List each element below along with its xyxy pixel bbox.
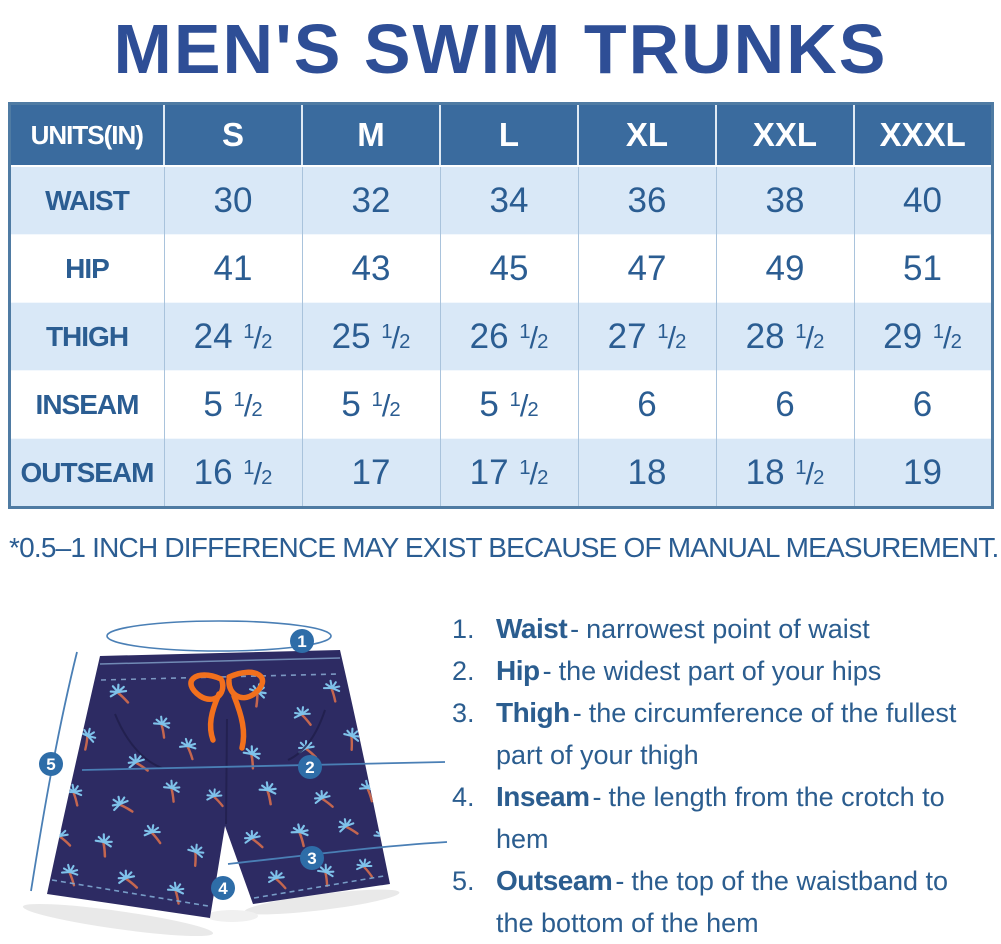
hip-value-xxxl: 51 bbox=[854, 235, 992, 303]
column-header-l: L bbox=[440, 104, 578, 167]
measurement-disclaimer: *0.5–1 INCH DIFFERENCE MAY EXIST BECAUSE OF MANUAL MEASUREMENT. bbox=[9, 532, 999, 563]
thigh-value-xxxl: 29 $^1$/2 bbox=[854, 303, 992, 371]
legend-separator: - bbox=[572, 698, 582, 728]
thigh-value-m: 25 $^1$/2 bbox=[302, 303, 440, 371]
legend-separator: - bbox=[542, 656, 552, 686]
inseam-value-xl: 6 bbox=[578, 371, 716, 439]
inseam-value-l: 5 $^1$/2 bbox=[440, 371, 578, 439]
hip-value-l: 45 bbox=[440, 235, 578, 303]
thigh-value-s: 24 $^1$/2 bbox=[164, 303, 302, 371]
inseam-value-xxxl: 6 bbox=[854, 371, 992, 439]
row-label-waist: WAIST bbox=[9, 166, 164, 235]
legend-separator: - bbox=[570, 614, 580, 644]
legend-description: the top of the waistband to the bottom of the hem bbox=[496, 866, 949, 938]
column-header-xl: XL bbox=[578, 104, 716, 167]
badge-2-hip bbox=[298, 755, 322, 779]
table-row-inseam bbox=[9, 371, 992, 439]
legend-term: Thigh bbox=[496, 697, 570, 728]
legend-description: narrowest point of waist bbox=[586, 614, 870, 644]
waist-value-s: 30 bbox=[164, 166, 302, 235]
badge-5-number: 5 bbox=[46, 755, 56, 774]
legend-marker: 5. bbox=[452, 866, 475, 896]
legend-item-hip bbox=[452, 650, 998, 692]
thigh-value-xl: 27 $^1$/2 bbox=[578, 303, 716, 371]
thigh-value-xxl: 28 $^1$/2 bbox=[716, 303, 854, 371]
column-header-s: S bbox=[164, 104, 302, 167]
badge-4-number: 4 bbox=[218, 879, 228, 898]
waist-value-l: 34 bbox=[440, 166, 578, 235]
size-chart-header-row bbox=[9, 104, 992, 167]
legend-term: Inseam bbox=[496, 781, 590, 812]
table-row-thigh bbox=[9, 303, 992, 371]
legend-marker: 2. bbox=[452, 656, 475, 686]
legend-term: Hip bbox=[496, 655, 540, 686]
inseam-value-m: 5 $^1$/2 bbox=[302, 371, 440, 439]
row-label-thigh: THIGH bbox=[9, 303, 164, 371]
waist-value-xl: 36 bbox=[578, 166, 716, 235]
badge-1-waist bbox=[290, 629, 314, 653]
table-row-waist bbox=[9, 166, 992, 235]
badge-1-number: 1 bbox=[297, 632, 307, 651]
row-label-hip: HIP bbox=[9, 235, 164, 303]
hip-value-m: 43 bbox=[302, 235, 440, 303]
swim-trunks-illustration bbox=[0, 584, 455, 937]
outseam-value-l: 17 $^1$/2 bbox=[440, 439, 578, 508]
hip-value-xl: 47 bbox=[578, 235, 716, 303]
outseam-value-xxl: 18 $^1$/2 bbox=[716, 439, 854, 508]
outseam-value-xl: 18 bbox=[578, 439, 716, 508]
legend-item-inseam bbox=[452, 776, 998, 860]
swim-trunks-diagram bbox=[0, 584, 455, 937]
legend-description: the length from the crotch to hem bbox=[496, 782, 945, 854]
badge-3-number: 3 bbox=[307, 849, 317, 868]
badge-3-thigh bbox=[300, 846, 324, 870]
legend-marker: 3. bbox=[452, 698, 475, 728]
thigh-value-l: 26 $^1$/2 bbox=[440, 303, 578, 371]
page-title: MEN'S SWIM TRUNKS bbox=[113, 10, 888, 88]
legend-item-thigh bbox=[452, 692, 998, 776]
hip-value-s: 41 bbox=[164, 235, 302, 303]
legend-item-outseam bbox=[452, 860, 998, 944]
hip-value-xxl: 49 bbox=[716, 235, 854, 303]
waist-value-xxl: 38 bbox=[716, 166, 854, 235]
column-header-xxl: XXL bbox=[716, 104, 854, 167]
measurement-legend bbox=[452, 608, 998, 944]
badge-4-inseam bbox=[211, 876, 235, 900]
legend-separator: - bbox=[615, 866, 625, 896]
badge-5-outseam bbox=[39, 752, 63, 776]
outseam-value-xxxl: 19 bbox=[854, 439, 992, 508]
legend-marker: 4. bbox=[452, 782, 475, 812]
legend-description: the circumference of the fullest part of your thigh bbox=[496, 698, 957, 770]
waist-value-m: 32 bbox=[302, 166, 440, 235]
waist-value-xxxl: 40 bbox=[854, 166, 992, 235]
row-label-outseam: OUTSEAM bbox=[9, 439, 164, 508]
legend-item-waist bbox=[452, 608, 998, 650]
legend-term: Outseam bbox=[496, 865, 613, 896]
legend-marker: 1. bbox=[452, 614, 475, 644]
measurement-guide-section bbox=[0, 584, 1001, 937]
inseam-value-xxl: 6 bbox=[716, 371, 854, 439]
outseam-value-s: 16 $^1$/2 bbox=[164, 439, 302, 508]
table-row-outseam bbox=[9, 439, 992, 508]
inseam-value-s: 5 $^1$/2 bbox=[164, 371, 302, 439]
legend-separator: - bbox=[592, 782, 602, 812]
outseam-value-m: 17 bbox=[302, 439, 440, 508]
size-chart-table bbox=[8, 102, 994, 509]
badge-2-number: 2 bbox=[305, 758, 315, 777]
column-header-m: M bbox=[302, 104, 440, 167]
column-header-units: UNITS(IN) bbox=[9, 104, 164, 167]
table-row-hip bbox=[9, 235, 992, 303]
legend-term: Waist bbox=[496, 613, 568, 644]
column-header-xxxl: XXXL bbox=[854, 104, 992, 167]
row-label-inseam: INSEAM bbox=[9, 371, 164, 439]
legend-description: the widest part of your hips bbox=[558, 656, 882, 686]
